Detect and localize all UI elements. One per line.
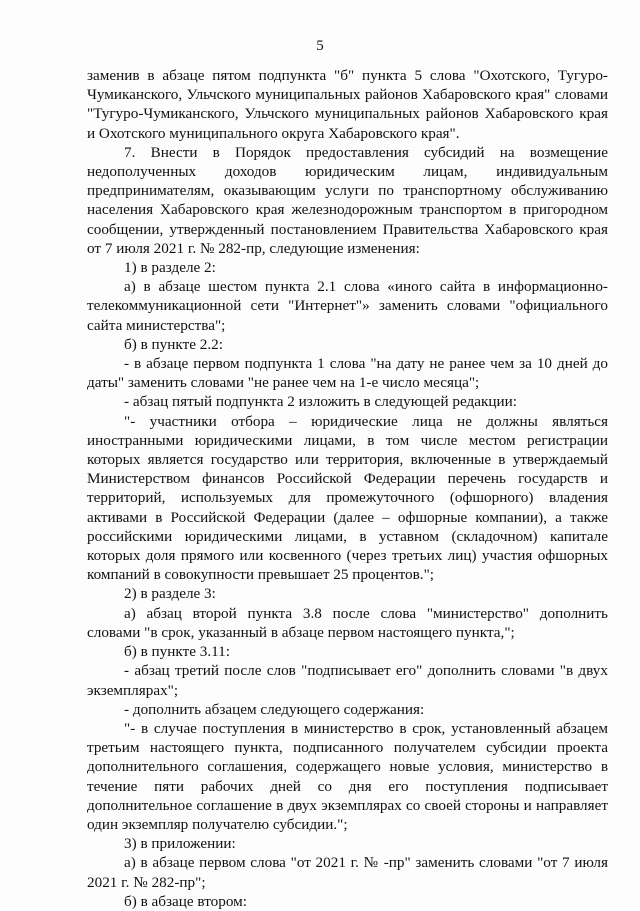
- paragraph-3-a: а) абзац второй пункта 3.8 после слова "министерство" дополнить словами "в срок, указанный в абзаце первом настоящего пункта,";: [87, 604, 608, 641]
- paragraph-3-b-2: - дополнить абзацем следующего содержания:: [124, 700, 425, 718]
- paragraph-3-b-1: - абзац третий после слов "подписывает его" дополнить словами "в двух экземплярах";: [87, 662, 608, 699]
- document-body: [87, 66, 608, 911]
- paragraph-section-3: 2) в разделе 3:: [124, 585, 216, 603]
- paragraph-appendix: 3) в приложении:: [124, 835, 236, 853]
- page-number: 5: [316, 38, 324, 54]
- paragraph-2-b-1: - в абзаце первом подпункта 1 слова "на дату не ранее чем за 10 дней до даты" заменить словами "не ранее чем на 1-е число месяца";: [87, 355, 608, 392]
- paragraph-quoted-agreement: "- в случае поступления в министерство в срок, установленный абзацем третьим настоящего пункта, подписанного получателем субсидии проекта дополнительного соглашения, содержащего новые условия, министерство в течение пяти рабочих дней со дня его поступления подписывает дополнительное соглашение в двух экземплярах со своей стороны и направляет один экземпляр получателю субсидии.";: [87, 719, 608, 833]
- paragraph-section-2: 1) в разделе 2:: [124, 259, 216, 277]
- paragraph-2-b-2: - абзац пятый подпункта 2 изложить в следующей редакции:: [124, 393, 517, 411]
- paragraph-2-a: а) в абзаце шестом пункта 2.1 слова «иного сайта в информационно-телекоммуникационной сети "Интернет"» заменить словами "официального сайта министерства";: [87, 278, 608, 334]
- paragraph-continuation: заменив в абзаце пятом подпункта "б" пункта 5 слова "Охотского, Тугуро-Чумиканского, Ульчского муниципальных районов Хабаровского края" словами "Тугуро-Чумиканского, Ульчского муниципальных районов Хабаровского края и Охотского муниципального округа Хабаровского края".: [87, 67, 608, 142]
- paragraph-quoted-offshore: "- участники отбора – юридические лица не должны являться иностранными юридическими лицами, в том числе местом регистрации которых является государство или территория, включенные в утверждаемый Министерством финансов Российской Федерации перечень государств и территорий, используемых для промежуточного (офшорного) владения активами в Российской Федерации (далее – офшорные компании), а также российскими юридическими лицами, в уставном (складочном) капитале которых доля прямого или косвенного (через третьих лиц) участия офшорных компаний в совокупности превышает 25 процентов.";: [87, 412, 608, 584]
- paragraph-3-b: б) в пункте 3.11:: [124, 643, 230, 661]
- paragraph-appendix-b: б) в абзаце втором:: [124, 892, 247, 910]
- paragraph-2-b: б) в пункте 2.2:: [124, 335, 223, 353]
- paragraph-appendix-a: а) в абзаце первом слова "от 2021 г. № -пр" заменить словами "от 7 июля 2021 г. № 282-пр";: [87, 854, 608, 891]
- paragraph-item-7: 7. Внести в Порядок предоставления субсидий на возмещение недополученных доходов юридическим лицам, индивидуальным предпринимателям, оказывающим услуги по транспортному обслуживанию населения Хабаровского края железнодорожным транспортом в пригородном сообщении, утвержденный постановлением Правительства Хабаровского края от 7 июля 2021 г. № 282-пр, следующие изменения:: [87, 143, 608, 257]
